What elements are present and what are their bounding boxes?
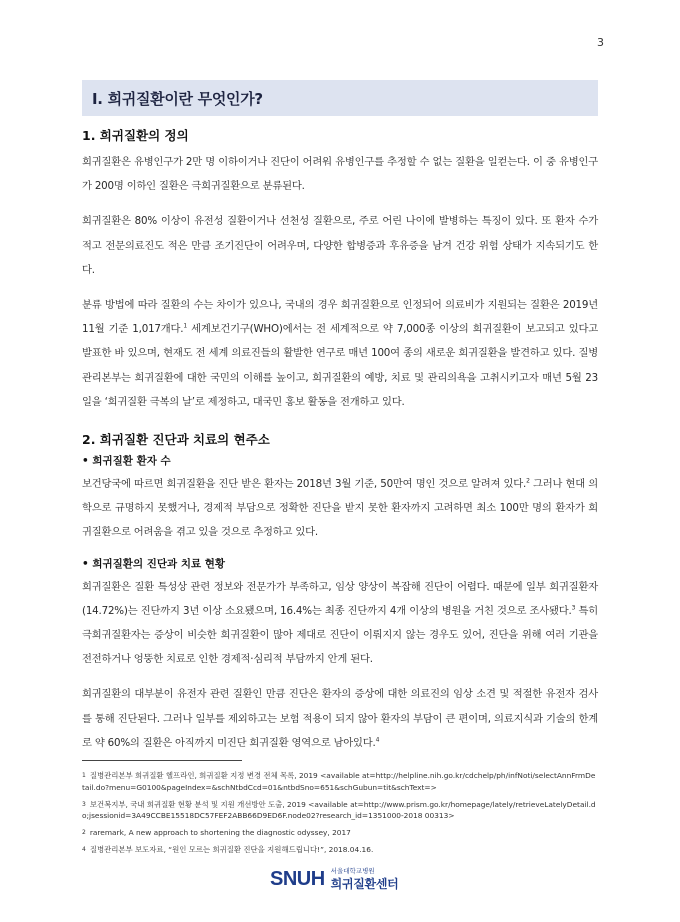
footnote-item xyxy=(82,770,598,794)
snuh-logo xyxy=(270,866,398,892)
chapter-title: Ⅰ. 희귀질환이란 무엇인가? xyxy=(92,89,263,108)
footnote-text: 보건복지부, 국내 희귀질환 현황 분석 및 지원 개선방안 도출, 2019 <available at=http://www.prism.go.kr/homepage/lately/retrieveLatelyDetail.do;jsessionid=3A49CCBE15518DC57FEF2ABB66D9ED6F.node02?research_id=1351000-2018 00313> xyxy=(82,799,596,821)
footnote-item xyxy=(82,799,598,823)
footnote-text: 질병관리본부 보도자료, “원인 모르는 희귀질환 진단을 지원해드립니다!”, 2018.04.16. xyxy=(89,844,374,854)
section2-title: 2. 희귀질환 진단과 치료의 현주소 xyxy=(82,432,270,448)
section1-paragraph-3 xyxy=(82,293,598,414)
logo-hospital-name: 서울대학교병원 xyxy=(330,867,375,875)
footnote-number: 3 xyxy=(82,800,86,808)
paragraph-text: 보건당국에 따르면 희귀질환을 진단 받은 환자는 2018년 3월 기준, 50만여 명인 것으로 알려져 있다. xyxy=(82,478,527,491)
footnote-number: 4 xyxy=(82,845,86,853)
footnote-ref: 2 xyxy=(526,477,530,485)
section1-paragraph-2: 희귀질환은 80% 이상이 유전성 질환이거나 선천성 질환으로, 주로 어린 나이에 발병하는 특징이 있다. 또 환자 수가 적고 전문의료진도 적은 만큼 조기진단이 어려우며, 다양한 합병증과 후유증을 남겨 건강 위험 상태가 지속되기도 한다. xyxy=(82,215,598,276)
main-content xyxy=(82,126,598,755)
logo-center-name: 희귀질환센터 xyxy=(330,877,399,891)
logo-mark: SNUH xyxy=(270,867,325,890)
paragraph-text: 특히 극희귀질환자는 증상이 비슷한 희귀질환이 많아 제대로 진단이 이뤄지지 않는 경우도 있어, 진단을 위해 여러 기관을 전전하거나 엉뚱한 치료로 인한 경제적·심리적 부담까지 안게 된다. xyxy=(82,604,598,666)
footnote-divider xyxy=(82,760,242,761)
section1-title: 1. 희귀질환의 정의 xyxy=(82,128,189,143)
paragraph-text: 분류 방법에 따라 질환의 수는 차이가 있으나, 국내의 경우 희귀질환으로 인정되어 의료비가 지원되는 질환은 2019년 11월 기준 1,017개다. xyxy=(82,299,598,336)
section2-paragraph-1 xyxy=(82,472,598,545)
footnotes xyxy=(82,770,598,861)
bullet-diagnosis-status: • 희귀질환의 진단과 치료 현황 xyxy=(82,557,226,570)
paragraph-text: 희귀질환은 질환 특성상 관련 정보와 전문가가 부족하고, 임상 양상이 복잡해 진단이 어렵다. 때문에 일부 희귀질환자(14.72%)는 진단까지 3년 이상 소요됐으며, 16.4%는 최종 진단까지 4개 이상의 병원을 거친 것으로 조사됐다. xyxy=(82,580,598,617)
footnote-ref: 1 xyxy=(183,322,187,330)
bullet-patient-count: • 희귀질환 환자 수 xyxy=(82,455,171,468)
footnote-item xyxy=(82,844,598,856)
paragraph-text: 그러나 현대 의학으로 규명하지 못했거나, 경제적 부담으로 정확한 진단을 받지 못한 환자까지 고려하면 최소 100만 명의 환자가 희귀질환으로 어려움을 겪고 있을 것으로 추정하고 있다. xyxy=(82,478,599,539)
footnote-text: 질병관리본부 희귀질환 헬프라인, 희귀질환 지정 변경 전체 목록, 2019 <available at=http://helpline.nih.go.kr/cdchelp/ph/infNoti/selectAnnFrmDetail.do?menu=G0100&pageIndex=&schNtbdCcd=01&ntbdSno=651&schGubun=tit&schText=> xyxy=(82,771,596,792)
footnote-ref: 3 xyxy=(571,604,576,612)
chapter-header xyxy=(82,80,598,116)
footnote-number: 1 xyxy=(82,772,86,779)
footnote-item xyxy=(82,827,598,839)
section2-paragraph-2 xyxy=(82,575,598,672)
footnote-ref: 4 xyxy=(375,736,380,744)
footnote-number: 2 xyxy=(82,829,86,837)
section2-paragraph-3 xyxy=(82,682,598,755)
footnote-text: raremark, A new approach to shortening the diagnostic odyssey, 2017 xyxy=(89,828,351,838)
section1-paragraph-1: 희귀질환은 유병인구가 2만 명 이하이거나 진단이 어려워 유병인구를 추정할 수 없는 질환을 일컫는다. 이 중 유병인구가 200명 이하인 질환은 극희귀질환으로 분류된다. xyxy=(82,156,598,193)
page-number: 3 xyxy=(597,36,604,49)
logo-text xyxy=(331,866,399,892)
paragraph-text: 세계보건기구(WHO)에서는 전 세계적으로 약 7,000종 이상의 희귀질환이 보고되고 있다고 발표한 바 있으며, 현재도 전 세계 의료진들의 활발한 연구로 매년 100여 종의 새로운 희귀질환을 발견하고 있다. 질병관리본부는 희귀질환에 대한 국민의 이해를 높이고, 희귀질환의 예방, 치료 및 관리의욕을 고취시키고자 매년 5월 23일을 ‘희귀질환 극복의 날’로 제정하고, 대국민 홍보 활동을 전개하고 있다. xyxy=(82,323,598,408)
paragraph-text: 희귀질환의 대부분이 유전자 관련 질환인 만큼 진단은 환자의 증상에 대한 의료진의 임상 소견 및 적절한 유전자 검사를 통해 진단된다. 그러나 일부를 제외하고는 보험 적용이 되지 않아 환자의 부담이 큰 편이며, 의료지식과 기술의 한계로 약 60%의 질환은 아직까지 미진단 희귀질환 영역으로 남아있다. xyxy=(82,688,598,749)
